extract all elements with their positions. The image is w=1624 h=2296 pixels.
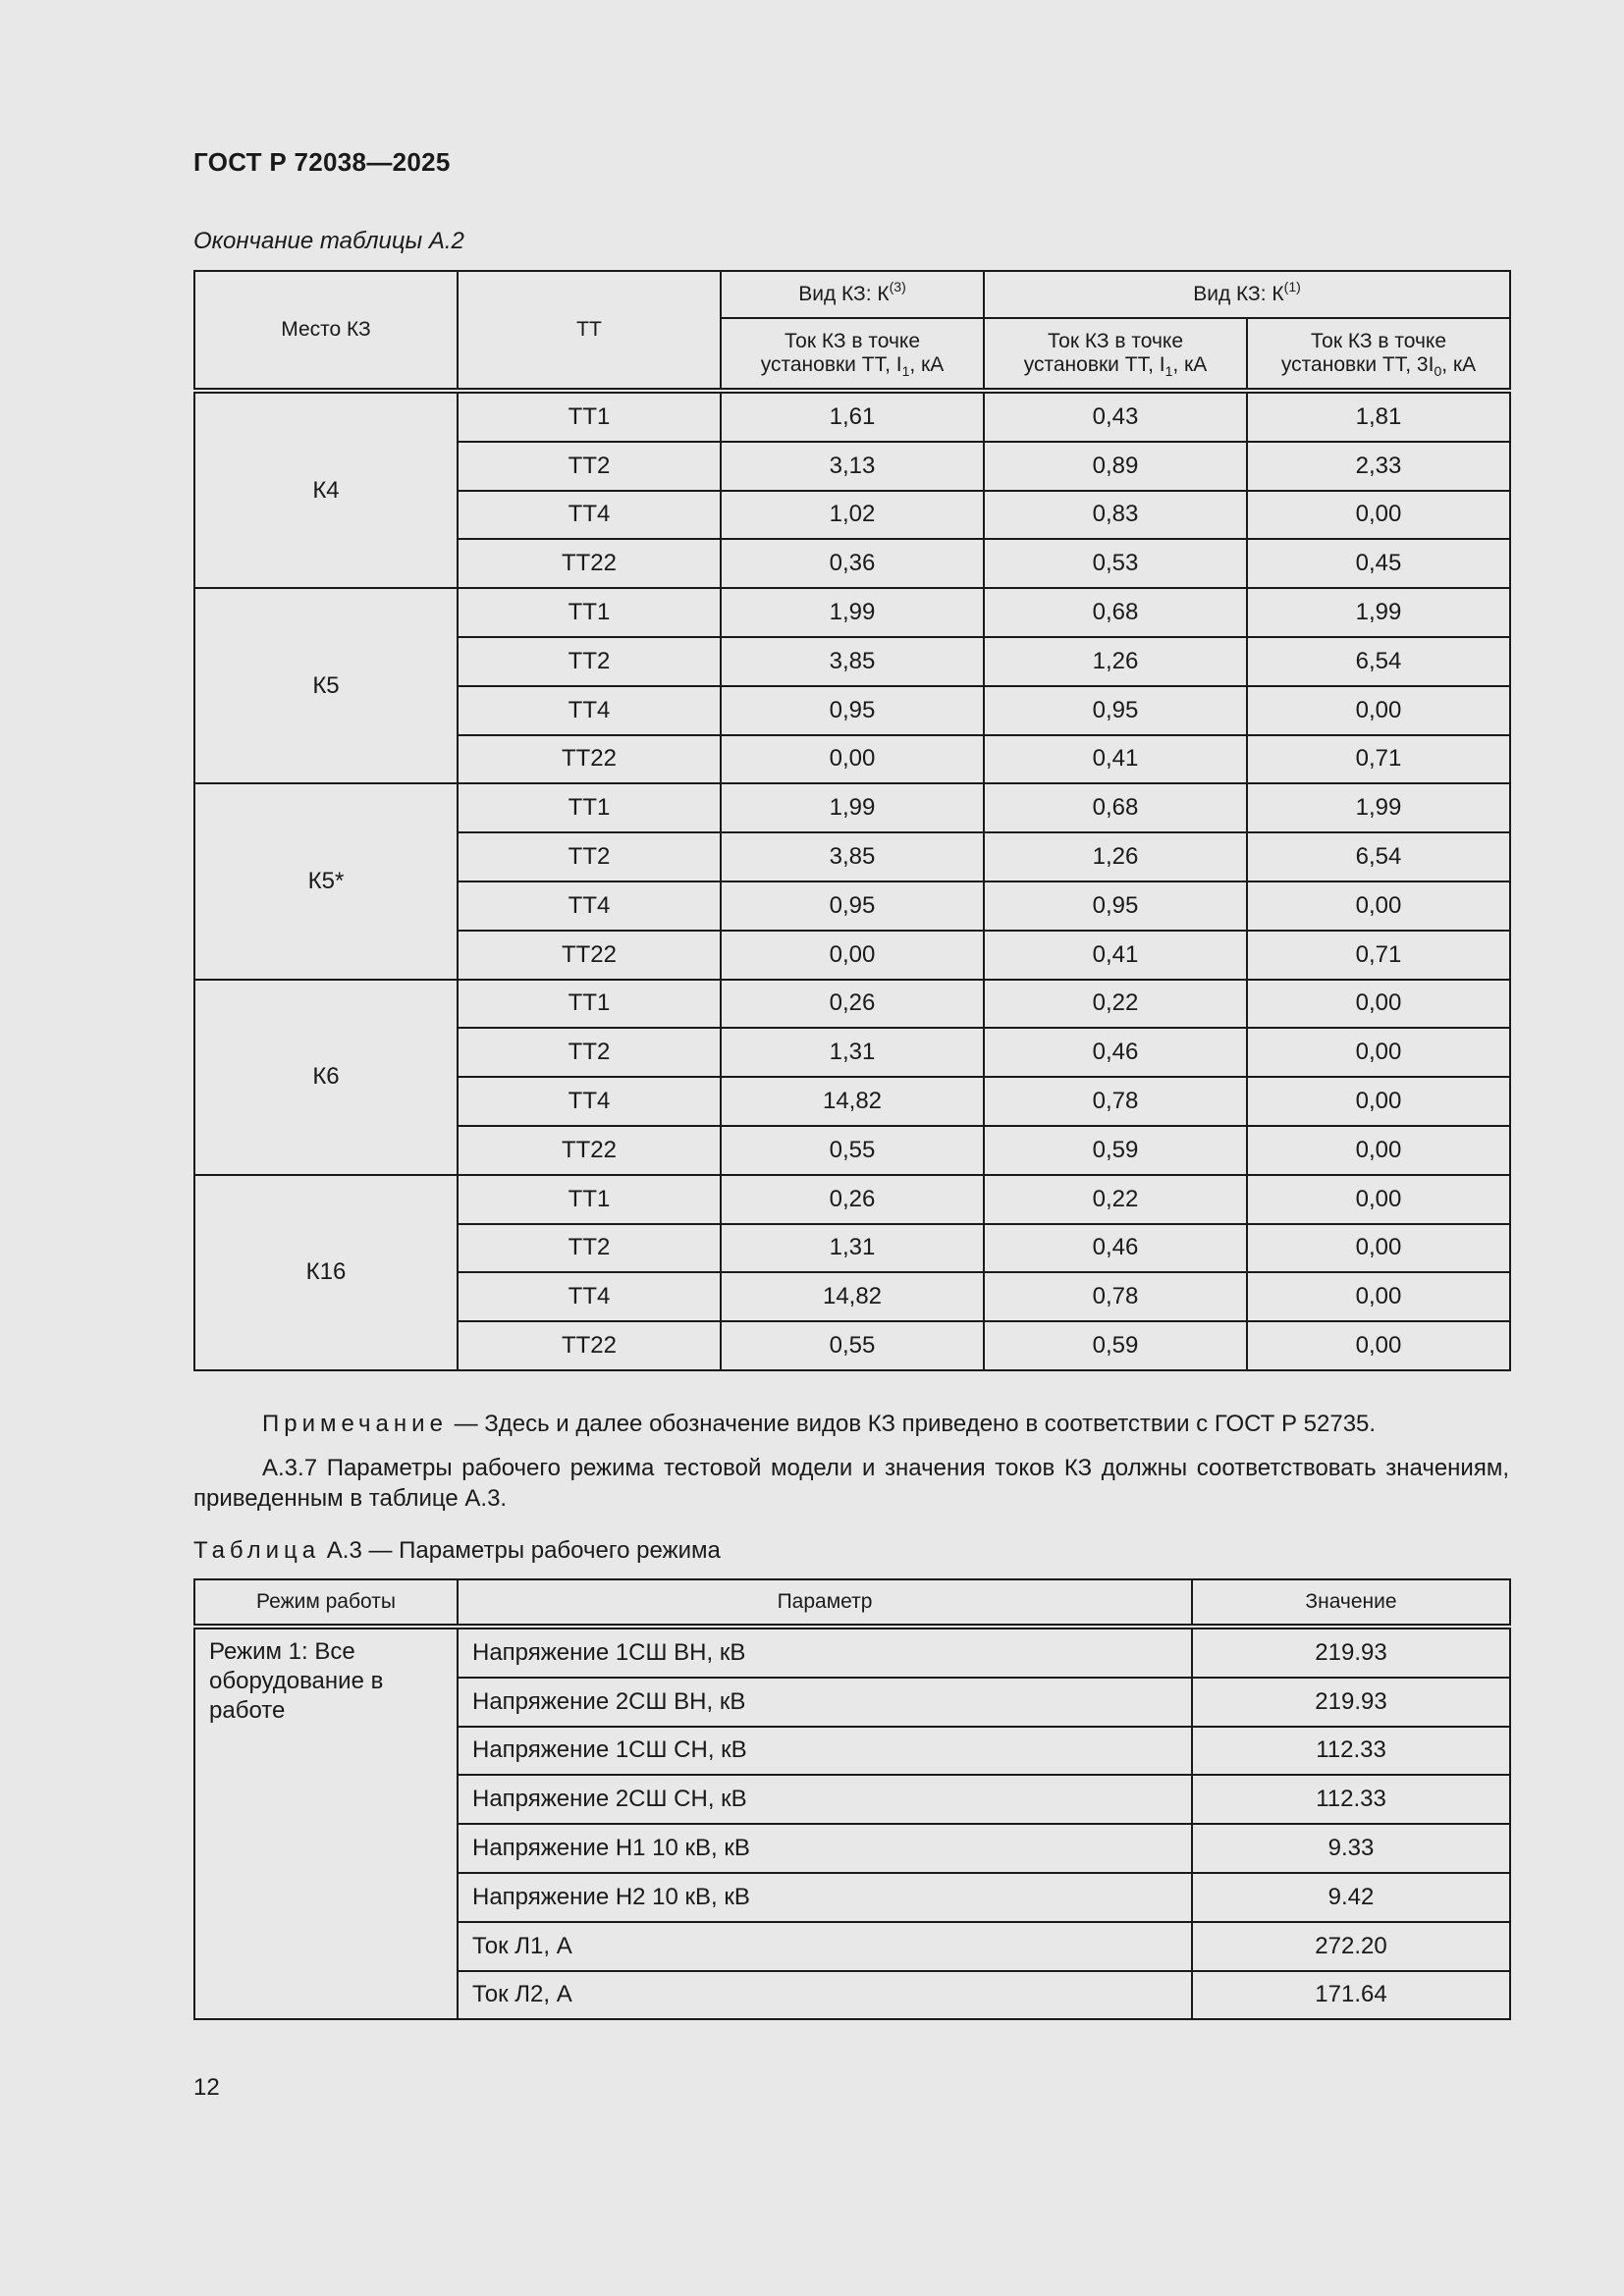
header-col3-line1: Ток КЗ в точке (1310, 330, 1447, 352)
cell-value: 0,41 (984, 931, 1247, 980)
cell-value: 112.33 (1192, 1775, 1510, 1824)
cell-value: 0,00 (1247, 686, 1510, 735)
cell-value: 0,00 (1247, 491, 1510, 540)
table-a3-caption-label: Таблица (193, 1537, 321, 1564)
cell-value: 0,00 (1247, 1224, 1510, 1273)
header-col3-line2: установки ТТ, 3I (1280, 353, 1435, 376)
header-col3 (1247, 318, 1510, 391)
cell-value: 0,55 (721, 1321, 984, 1370)
paragraph-text: А.3.7 Параметры рабочего режима тестовой модели и значения токов КЗ должны соответствовать значениям, приведенным в таблице А.3. (193, 1455, 1509, 1512)
cell-value: 1,99 (721, 783, 984, 832)
cell-value: 0,71 (1247, 931, 1510, 980)
cell-value: 0,22 (984, 980, 1247, 1029)
cell-param: Напряжение Н1 10 кВ, кВ (458, 1824, 1192, 1873)
table-row (194, 1175, 1510, 1224)
cell-value: 6,54 (1247, 637, 1510, 686)
table-row (194, 588, 1510, 637)
cell-tt: ТТ1 (458, 391, 721, 442)
cell-value: 0,53 (984, 539, 1247, 588)
cell-place: К4 (194, 391, 458, 588)
cell-param: Напряжение 2СШ ВН, кВ (458, 1678, 1192, 1727)
cell-value: 9.33 (1192, 1824, 1510, 1873)
cell-value: 1,02 (721, 491, 984, 540)
cell-value: 0,00 (1247, 1077, 1510, 1126)
cell-value: 1,99 (1247, 588, 1510, 637)
cell-value: 6,54 (1247, 832, 1510, 881)
cell-tt: ТТ1 (458, 783, 721, 832)
cell-value: 14,82 (721, 1272, 984, 1321)
cell-tt: ТТ4 (458, 881, 721, 931)
header-col1-unit: , кА (909, 353, 945, 376)
cell-tt: ТТ2 (458, 1224, 721, 1273)
header-group-k1 (984, 271, 1510, 318)
cell-value: 0,00 (1247, 1272, 1510, 1321)
header-mode: Режим работы (194, 1579, 458, 1627)
paragraph-a37 (193, 1453, 1509, 1514)
cell-tt: ТТ4 (458, 686, 721, 735)
header-group-k1-sup: (1) (1283, 279, 1301, 294)
cell-value: 0,00 (1247, 980, 1510, 1029)
cell-value: 0,68 (984, 588, 1247, 637)
header-col1 (721, 318, 984, 391)
table-a2 (193, 270, 1511, 1371)
cell-value: 0,95 (721, 686, 984, 735)
table-row (194, 783, 1510, 832)
note (262, 1411, 1509, 1438)
cell-value: 1,61 (721, 391, 984, 442)
header-col2 (984, 318, 1247, 391)
cell-value: 0,00 (1247, 1126, 1510, 1175)
cell-value: 219.93 (1192, 1678, 1510, 1727)
cell-value: 0,22 (984, 1175, 1247, 1224)
cell-value: 0,00 (1247, 1028, 1510, 1077)
header-place: Место КЗ (194, 271, 458, 391)
note-text: — Здесь и далее обозначение видов КЗ приведено в соответствии с ГОСТ Р 52735. (447, 1411, 1377, 1437)
cell-param: Напряжение Н2 10 кВ, кВ (458, 1873, 1192, 1922)
note-label: Примечание (262, 1411, 448, 1437)
table-row (194, 391, 1510, 442)
cell-value: 1,31 (721, 1224, 984, 1273)
cell-value: 112.33 (1192, 1727, 1510, 1776)
cell-value: 0,89 (984, 442, 1247, 491)
cell-place: К16 (194, 1175, 458, 1370)
cell-mode: Режим 1: Все оборудование в работе (194, 1627, 458, 2019)
header-value: Значение (1192, 1579, 1510, 1627)
cell-value: 0,59 (984, 1126, 1247, 1175)
cell-value: 1,81 (1247, 391, 1510, 442)
cell-value: 0,45 (1247, 539, 1510, 588)
table-a3-caption-text: А.3 — Параметры рабочего режима (320, 1537, 721, 1564)
cell-value: 0,00 (721, 931, 984, 980)
table-a3-caption (193, 1537, 721, 1565)
page-number: 12 (193, 2074, 220, 2101)
header-col1-line1: Ток КЗ в точке (784, 330, 921, 352)
cell-value: 272.20 (1192, 1922, 1510, 1971)
cell-tt: ТТ22 (458, 735, 721, 784)
cell-tt: ТТ4 (458, 1272, 721, 1321)
cell-tt: ТТ1 (458, 1175, 721, 1224)
cell-place: К5* (194, 783, 458, 979)
cell-tt: ТТ1 (458, 588, 721, 637)
table-a2-caption: Окончание таблицы А.2 (193, 228, 464, 254)
cell-tt: ТТ4 (458, 491, 721, 540)
cell-tt: ТТ22 (458, 1321, 721, 1370)
cell-value: 1,26 (984, 832, 1247, 881)
cell-value: 0,46 (984, 1224, 1247, 1273)
cell-value: 0,95 (984, 686, 1247, 735)
cell-place: К5 (194, 588, 458, 783)
cell-tt: ТТ1 (458, 980, 721, 1029)
cell-tt: ТТ22 (458, 539, 721, 588)
cell-value: 0,68 (984, 783, 1247, 832)
cell-value: 2,33 (1247, 442, 1510, 491)
document-header: ГОСТ Р 72038—2025 (193, 147, 451, 177)
cell-tt: ТТ2 (458, 1028, 721, 1077)
cell-value: 0,41 (984, 735, 1247, 784)
cell-tt: ТТ2 (458, 442, 721, 491)
cell-value: 1,31 (721, 1028, 984, 1077)
cell-place: К6 (194, 980, 458, 1175)
cell-value: 1,26 (984, 637, 1247, 686)
cell-tt: ТТ4 (458, 1077, 721, 1126)
cell-value: 1,99 (1247, 783, 1510, 832)
cell-value: 3,13 (721, 442, 984, 491)
cell-tt: ТТ22 (458, 931, 721, 980)
cell-tt: ТТ2 (458, 637, 721, 686)
cell-value: 0,26 (721, 1175, 984, 1224)
cell-value: 0,95 (984, 881, 1247, 931)
cell-value: 0,59 (984, 1321, 1247, 1370)
header-col2-line2: установки ТТ, I (1023, 353, 1165, 376)
cell-value: 0,71 (1247, 735, 1510, 784)
header-param: Параметр (458, 1579, 1192, 1627)
cell-value: 14,82 (721, 1077, 984, 1126)
cell-value: 3,85 (721, 637, 984, 686)
cell-value: 0,55 (721, 1126, 984, 1175)
cell-value: 0,00 (1247, 1321, 1510, 1370)
cell-value: 171.64 (1192, 1971, 1510, 2020)
header-tt: ТТ (458, 271, 721, 391)
header-col2-sub: 1 (1164, 363, 1173, 379)
table-row (194, 980, 1510, 1029)
cell-value: 0,43 (984, 391, 1247, 442)
cell-param: Напряжение 1СШ СН, кВ (458, 1727, 1192, 1776)
cell-value: 0,00 (1247, 1175, 1510, 1224)
cell-param: Ток Л1, А (458, 1922, 1192, 1971)
cell-value: 0,46 (984, 1028, 1247, 1077)
cell-param: Напряжение 1СШ ВН, кВ (458, 1627, 1192, 1678)
table-row (194, 1627, 1510, 1678)
cell-tt: ТТ2 (458, 832, 721, 881)
cell-value: 219.93 (1192, 1627, 1510, 1678)
cell-value: 3,85 (721, 832, 984, 881)
cell-tt: ТТ22 (458, 1126, 721, 1175)
header-col3-unit: , кА (1441, 353, 1477, 376)
cell-value: 0,78 (984, 1077, 1247, 1126)
cell-value: 0,00 (721, 735, 984, 784)
cell-value: 1,99 (721, 588, 984, 637)
header-col2-unit: , кА (1172, 353, 1208, 376)
cell-value: 0,78 (984, 1272, 1247, 1321)
table-a3 (193, 1578, 1511, 2020)
header-col3-sub: 0 (1434, 363, 1442, 379)
cell-value: 0,00 (1247, 881, 1510, 931)
header-group-k3-sup: (3) (889, 279, 906, 294)
header-col1-sub: 1 (901, 363, 910, 379)
cell-value: 0,83 (984, 491, 1247, 540)
cell-value: 0,26 (721, 980, 984, 1029)
cell-param: Ток Л2, А (458, 1971, 1192, 2020)
header-col1-line2: установки ТТ, I (760, 353, 902, 376)
header-col2-line1: Ток КЗ в точке (1047, 330, 1184, 352)
cell-value: 0,36 (721, 539, 984, 588)
cell-value: 9.42 (1192, 1873, 1510, 1922)
header-group-k3 (721, 271, 984, 318)
header-group-k1-label: Вид КЗ: К (1193, 283, 1284, 305)
cell-param: Напряжение 2СШ СН, кВ (458, 1775, 1192, 1824)
header-group-k3-label: Вид КЗ: К (798, 283, 890, 305)
cell-value: 0,95 (721, 881, 984, 931)
